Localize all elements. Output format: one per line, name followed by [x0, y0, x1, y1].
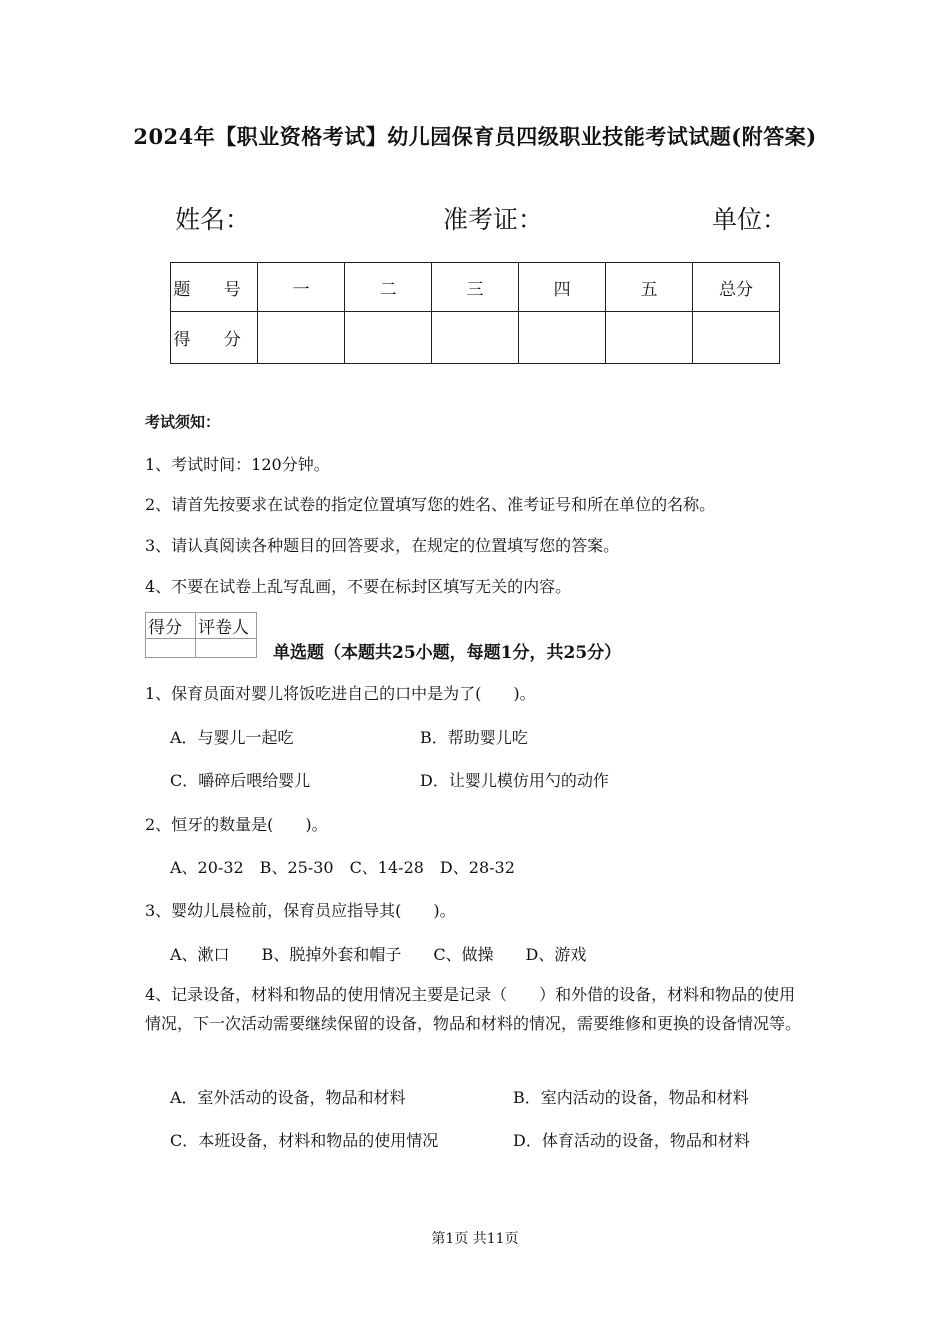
page-footer: 第1页 共11页 — [431, 1231, 519, 1247]
option-b: B．帮助婴儿吃 — [420, 728, 528, 747]
options-line: A、20-32 B、25-30 C、14-28 D、28-32 — [170, 858, 515, 877]
score-cell — [693, 312, 780, 364]
option-a: A．与婴儿一起吃 — [170, 728, 294, 747]
header-cell-question-no: 题 号 — [171, 263, 258, 312]
notice-item: 2、请首先按要求在试卷的指定位置填写您的姓名、准考证号和所在单位的名称。 — [145, 495, 716, 514]
header-cell-1: 一 — [258, 263, 345, 312]
score-table-score-row — [171, 312, 780, 364]
header-cell-2: 二 — [345, 263, 432, 312]
unit-field-label: 单位： — [712, 205, 788, 234]
score-row-label: 得 分 — [171, 312, 258, 364]
score-cell — [345, 312, 432, 364]
score-cell — [606, 312, 693, 364]
section-title: 单选题（本题共25小题，每题1分，共25分） — [273, 643, 622, 663]
header-cell-5: 五 — [606, 263, 693, 312]
option-b: B．室内活动的设备，物品和材料 — [513, 1088, 749, 1107]
notice-title: 考试须知： — [145, 413, 221, 431]
document-title: 2024年【职业资格考试】幼儿园保育员四级职业技能考试试题(附答案) — [133, 124, 817, 149]
score-cell — [519, 312, 606, 364]
question-stem: 2、恒牙的数量是( )。 — [145, 815, 328, 834]
candidate-fields — [0, 200, 950, 240]
grader-score-label: 得分 — [146, 613, 196, 639]
question-stem: 4、记录设备，材料和物品的使用情况主要是记录（ ）和外借的设备，材料和物品的使用情况，下一次活动需要继续保留的设备，物品和材料的情况，需要维修和更换的设备情况等。 — [145, 985, 802, 1033]
question-stem: 1、保育员面对婴儿将饭吃进自己的口中是为了( )。 — [145, 684, 536, 703]
name-field-label: 姓名： — [175, 205, 251, 234]
header-cell-3: 三 — [432, 263, 519, 312]
exam-id-field-label: 准考证： — [443, 205, 544, 234]
header-cell-total: 总分 — [693, 263, 780, 312]
option-a: A．室外活动的设备，物品和材料 — [170, 1088, 406, 1107]
score-cell — [432, 312, 519, 364]
score-table — [170, 262, 780, 364]
question-stem: 3、婴幼儿晨检前，保育员应指导其( )。 — [145, 901, 456, 920]
notice-item: 3、请认真阅读各种题目的回答要求，在规定的位置填写您的答案。 — [145, 536, 620, 555]
grader-reviewer-cell — [196, 639, 257, 658]
option-d: D．体育活动的设备，物品和材料 — [513, 1131, 750, 1150]
notice-item: 4、不要在试卷上乱写乱画，不要在标封区填写无关的内容。 — [145, 577, 572, 596]
option-d: D．让婴儿模仿用勺的动作 — [420, 771, 609, 790]
options-line: A、漱口 B、脱掉外套和帽子 C、做操 D、游戏 — [170, 945, 587, 964]
notice-item: 1、考试时间：120分钟。 — [145, 455, 330, 474]
option-c: C．本班设备，材料和物品的使用情况 — [170, 1131, 439, 1150]
grader-box — [145, 612, 257, 658]
header-cell-4: 四 — [519, 263, 606, 312]
grader-reviewer-label: 评卷人 — [196, 613, 257, 639]
grader-score-cell — [146, 639, 196, 658]
score-table-header-row — [171, 263, 780, 312]
score-cell — [258, 312, 345, 364]
option-c: C．嚼碎后喂给婴儿 — [170, 771, 311, 790]
